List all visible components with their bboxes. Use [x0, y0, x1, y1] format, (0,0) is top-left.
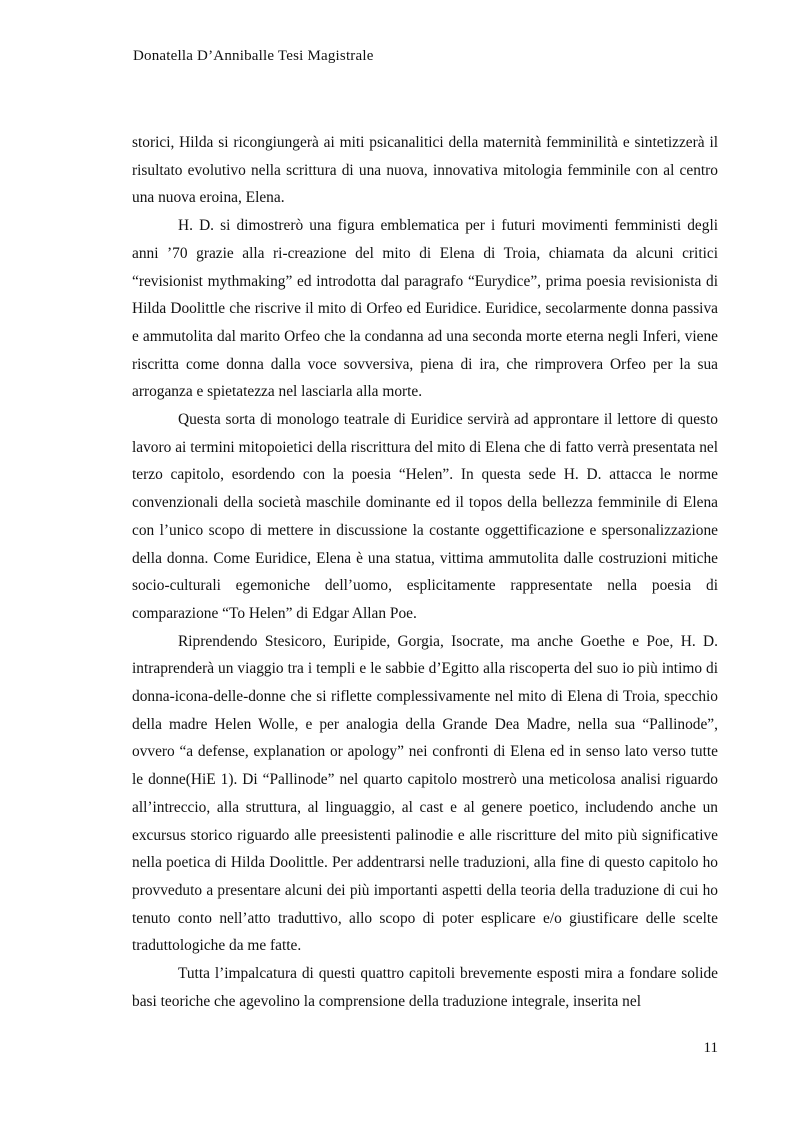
paragraph: Tutta l’impalcatura di questi quattro capitoli brevemente esposti mira a fondare solide basi teoriche che agevolino la comprensione della traduzione integrale, inserita nel	[132, 965, 718, 1010]
running-header: Donatella D’Anniballe Tesi Magistrale	[133, 48, 374, 64]
paragraph: H. D. si dimostrerò una figura emblematica per i futuri movimenti femministi degli anni ’70 grazie alla ri-creazione del mito di Elena di Troia, chiamata da alcuni critici “revisionist mythmaking” ed introdotta dal paragrafo “Eurydice”, prima poesia revisionista di Hilda Doolittle che riscrive il mito di Orfeo ed Euridice. Euridice, secolarmente donna passiva e ammutolita dal marito Orfeo che la condanna ad una seconda morte eterna negli Inferi, viene riscritta come donna dalla voce sovversiva, piena di ira, che rimprovera Orfeo per la sua arroganza e spietatezza nel lasciarla alla morte.	[132, 217, 718, 401]
page-number: 11	[703, 1040, 718, 1056]
body-text	[132, 129, 718, 1016]
paragraph: storici, Hilda si ricongiungerà ai miti psicanalitici della maternità femminilità e sintetizzerà il risultato evolutivo nella scrittura di una nuova, innovativa mitologia femminile con al centro una nuova eroina, Elena.	[132, 134, 718, 207]
paragraph: Questa sorta di monologo teatrale di Euridice servirà ad approntare il lettore di questo lavoro ai termini mitopoietici della riscrittura del mito di Elena che di fatto verrà presentata nel terzo capitolo, esordendo con la poesia “Helen”. In questa sede H. D. attacca le norme convenzionali della società maschile dominante ed il topos della bellezza femminile di Elena con l’unico scopo di mettere in discussione la costante oggettificazione e spersonalizzazione della donna. Come Euridice, Elena è una statua, vittima ammutolita dalle costruzioni mitiche socio-culturali egemoniche dell’uomo, esplicitamente rappresentate nella poesia di comparazione “To Helen” di Edgar Allan Poe.	[132, 411, 718, 622]
paragraph: Riprendendo Stesicoro, Euripide, Gorgia, Isocrate, ma anche Goethe e Poe, H. D. intraprenderà un viaggio tra i templi e le sabbie d’Egitto alla riscoperta del suo io più intimo di donna-icona-delle-donne che si riflette complessivamente nel mito di Elena di Troia, specchio della madre Helen Wolle, e per analogia della Grande Dea Madre, nella sua “Pallinode”, ovvero “a defense, explanation or apology” nei confronti di Elena ed in senso lato verso tutte le donne(HiE 1). Di “Pallinode” nel quarto capitolo mostrerò una meticolosa analisi riguardo all’intreccio, alla struttura, al linguaggio, al cast e al genere poetico, includendo anche un excursus storico riguardo alle preesistenti palinodie e alle riscritture del mito più significative nella poetica di Hilda Doolittle. Per addentrarsi nelle traduzioni, alla fine di questo capitolo ho provveduto a presentare alcuni dei più importanti aspetti della teoria della traduzione di cui ho tenuto conto nell’atto traduttivo, allo scopo di poter esplicare e/o giustificare delle scelte traduttologiche da me fatte.	[132, 632, 718, 955]
